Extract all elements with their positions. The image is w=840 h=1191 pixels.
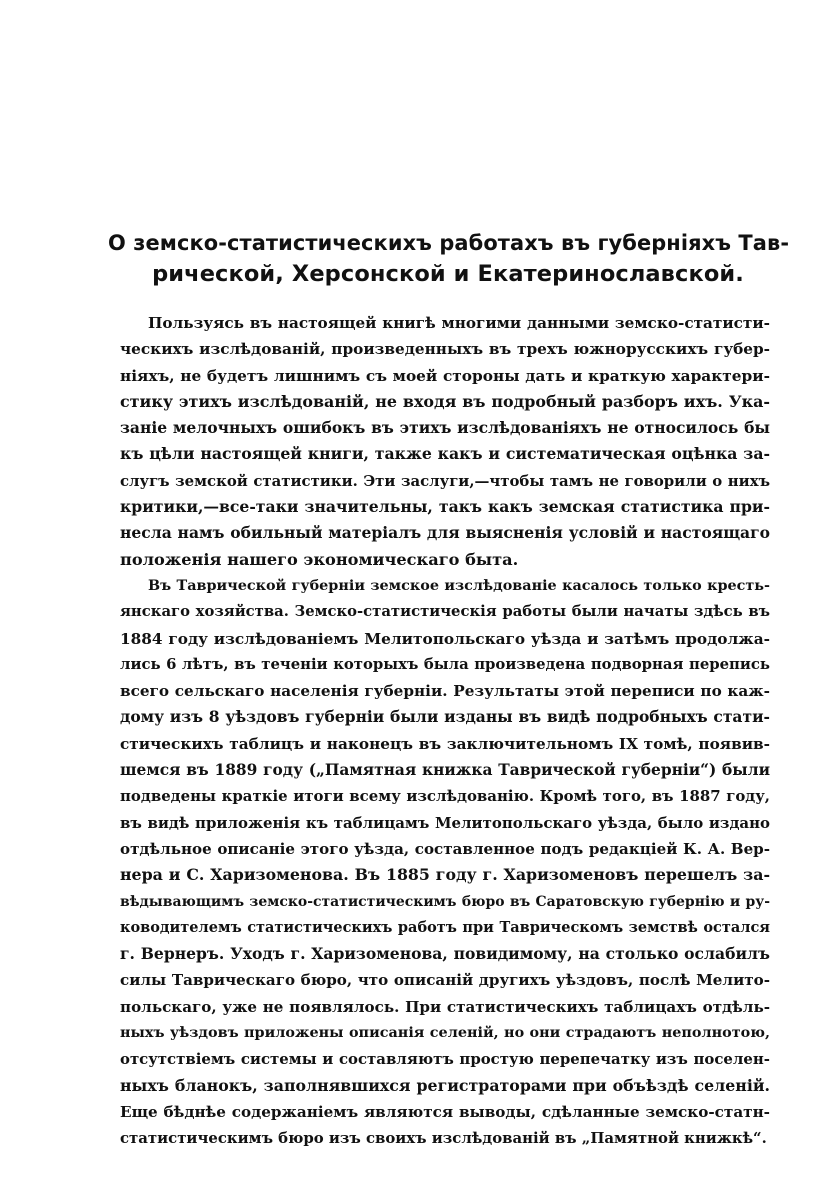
paragraph-1 — [120, 310, 770, 573]
text-line: несла намъ обильный матеріалъ для выясненія условій и настоящаго — [120, 523, 770, 543]
text-line: стическихъ таблицъ и наконецъ въ заключительномъ IX томѣ, появив- — [120, 734, 770, 753]
text-line: Пользуясь въ настоящей книгѣ многими данными земско-статисти- — [148, 314, 770, 332]
text-line: ныхъ бланокъ, заполнявшихся регистраторами при объѣздѣ селеній. — [120, 1075, 770, 1095]
text-line: въ видѣ приложенія къ таблицамъ Мелитопольскаго уѣзда, было издано — [120, 813, 770, 832]
text-line: отдѣльное описаніе этого уѣзда, составленное подъ редакціей К. А. Вер- — [120, 839, 770, 858]
text-line: статистическимъ бюро изъ своихъ изслѣдованій въ „Памятной книжкѣ“. — [120, 1129, 767, 1148]
text-line: янскаго хозяйства. Земско-статистическія работы были начаты здѣсь въ — [120, 603, 770, 621]
text-line: 1884 году изслѣдованіемъ Мелитопольскаго уѣзда и затѣмъ продолжа- — [120, 629, 770, 648]
text-line: Еще бѣднѣе содержаніемъ являются выводы, сдѣланные земско-статн- — [120, 1102, 770, 1121]
body-text — [120, 310, 770, 1152]
text-line: отсутствіемъ системы и составляютъ простую перепечатку изъ поселен- — [120, 1050, 770, 1069]
text-line: заніе мелочныхъ ошибокъ въ этихъ изслѣдованіяхъ не относилось бы — [120, 418, 770, 438]
text-line: дому изъ 8 уѣздовъ губерніи были изданы въ видѣ подробныхъ стати- — [120, 707, 770, 727]
text-line: Въ Таврической губерніи земское изслѣдованіе касалось только кресть- — [148, 577, 770, 594]
text-line: польскаго, уже не появлялось. При статистическихъ таблицахъ отдѣль- — [120, 997, 770, 1016]
text-line: положенія нашего экономическаго быта. — [120, 549, 519, 569]
text-line: нера и С. Харизоменова. Въ 1885 году г. Харизоменовъ перешелъ за- — [120, 865, 770, 885]
chapter-title — [108, 228, 788, 290]
text-line: ководителемъ статистическихъ работъ при Таврическомъ земствѣ остался — [120, 918, 770, 936]
text-line: стику этихъ изслѣдованій, не входя въ подробный разборъ ихъ. Ука- — [120, 391, 770, 411]
text-line: слугъ земской статистики. Эти заслуги,—чтобы тамъ не говорили о нихъ — [120, 471, 770, 490]
text-line: къ цѣли настоящей книги, также какъ и систематическая оцѣнка за- — [120, 444, 770, 464]
title-line: рической, Херсонской и Екатеринославской. — [152, 261, 744, 287]
text-line: лись 6 лѣтъ, въ теченіи которыхъ была произведена подворная перепись — [120, 655, 770, 673]
text-line: ческихъ изслѣдованій, произведенныхъ въ трехъ южнорусскихъ губер- — [120, 340, 770, 359]
text-line: шемся въ 1889 году („Памятная книжка Таврической губерніи“) были — [120, 761, 770, 780]
text-line: силы Таврическаго бюро, что описаній другихъ уѣздовъ, послѣ Мелито- — [120, 971, 770, 990]
text-line: вѣдывающимъ земско-статистическимъ бюро въ Саратовскую губернію и ру- — [120, 893, 770, 910]
paragraph-2 — [120, 573, 770, 1152]
text-line: ніяхъ, не будетъ лишнимъ съ моей стороны дать и краткую характери- — [120, 366, 770, 385]
text-line: всего сельскаго населенія губерніи. Результаты этой переписи по каж- — [120, 682, 770, 701]
text-line: ныхъ уѣздовъ приложены описанія селеній, но они страдаютъ неполнотою, — [120, 1024, 770, 1042]
text-line: критики,—все-таки значительны, такъ какъ земская статистика при- — [120, 497, 770, 517]
text-line: г. Вернеръ. Уходъ г. Харизоменова, повидимому, на столько ослабилъ — [120, 944, 770, 964]
title-line: О земско-статистическихъ работахъ въ губерніяхъ Тав- — [108, 231, 790, 255]
text-line: подведены краткіе итоги всему изслѣдованію. Кромѣ того, въ 1887 году, — [120, 787, 770, 806]
